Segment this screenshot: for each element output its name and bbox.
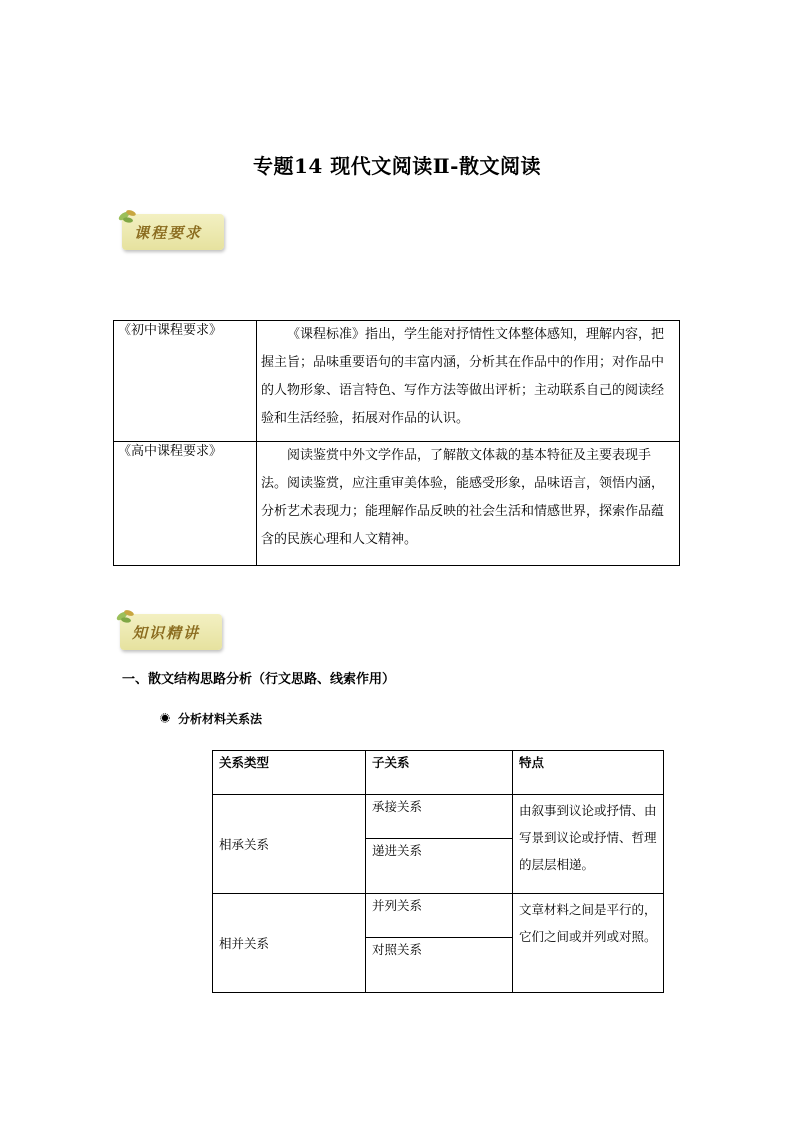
sub-relation: 递进关系 [366, 839, 513, 894]
requirement-label: 《初中课程要求》 [114, 321, 257, 442]
requirements-table [113, 320, 680, 566]
relation-type: 相承关系 [213, 795, 366, 894]
header-cell: 特点 [513, 751, 664, 795]
sub-relation: 并列关系 [366, 894, 513, 938]
table-row [114, 442, 680, 566]
table-row [114, 321, 680, 442]
section-heading: 一、散文结构思路分析（行文思路、线索作用） [122, 672, 396, 687]
knowledge-badge [120, 614, 222, 650]
course-requirements-label: 课程要求 [134, 224, 203, 242]
sub-relation: 对照关系 [366, 938, 513, 993]
table-header-row [213, 751, 664, 795]
table-row [213, 795, 664, 839]
course-requirements-badge [122, 214, 224, 250]
knowledge-label: 知识精讲 [132, 624, 201, 642]
requirement-content: 《课程标准》指出，学生能对抒情性文体整体感知，理解内容，把握主旨；品味重要语句的丰富内涵，分析其在作品中的作用；对作品中的人物形象、语言特色、写作方法等做出评析；主动联系自己的阅读经验和生活经验，拓展对作品的认识。 [257, 321, 680, 442]
bullet-item: 分析材料关系法 [160, 710, 262, 727]
relation-feature: 由叙事到议论或抒情、由写景到议论或抒情、哲理的层层相递。 [513, 795, 664, 894]
requirement-label: 《高中课程要求》 [114, 442, 257, 566]
requirement-content: 阅读鉴赏中外文学作品，了解散文体裁的基本特征及主要表现手法。阅读鉴赏，应注重审美体验，能感受形象，品味语言，领悟内涵，分析艺术表现力；能理解作品反映的社会生活和情感世界，探索作品蕴含的民族心理和人文精神。 [257, 442, 680, 566]
page-title: 专题14 现代文阅读Ⅱ-散文阅读 [253, 154, 541, 178]
bullet-icon [160, 712, 178, 726]
relation-type: 相并关系 [213, 894, 366, 993]
header-cell: 关系类型 [213, 751, 366, 795]
table-row [213, 894, 664, 938]
relation-table [212, 750, 664, 993]
header-cell: 子关系 [366, 751, 513, 795]
relation-feature: 文章材料之间是平行的，它们之间或并列或对照。 [513, 894, 664, 993]
sub-relation: 承接关系 [366, 795, 513, 839]
